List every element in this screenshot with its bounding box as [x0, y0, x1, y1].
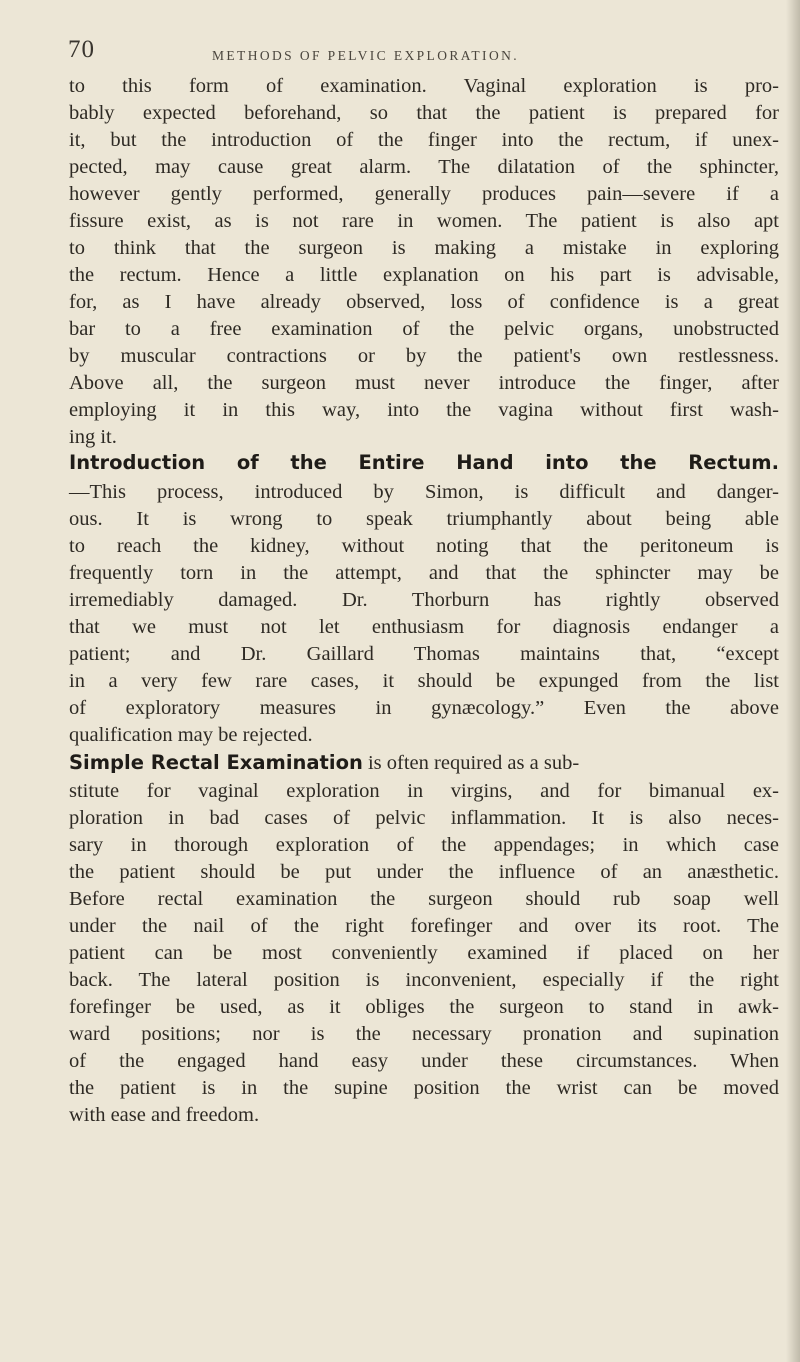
text-line: patient; and Dr. Gaillard Thomas maintains that, “except [69, 643, 779, 665]
text-line: that we must not let enthusiasm for diagnosis endanger a [69, 616, 779, 638]
text-line: of the engaged hand easy under these circumstances. When [69, 1050, 779, 1072]
text-line: under the nail of the right forefinger and over its root. The [69, 915, 779, 937]
text-line: for, as I have already observed, loss of confidence is a great [69, 291, 779, 313]
text-line: employing it in this way, into the vagina without first wash- [69, 399, 779, 421]
text-line: of exploratory measures in gynæcology.” Even the above [69, 697, 779, 719]
running-head: METHODS OF PELVIC EXPLORATION. [212, 48, 520, 63]
text-line: to think that the surgeon is making a mistake in exploring [69, 237, 779, 259]
text-run: is often required as a sub- [367, 752, 580, 774]
text-line: in a very few rare cases, it should be expunged from the list [69, 670, 779, 692]
text-line: the patient is in the supine position the wrist can be moved [69, 1077, 779, 1099]
text-line: ward positions; nor is the necessary pronation and supination [69, 1023, 779, 1045]
text-line: by muscular contractions or by the patient's own restlessness. [69, 345, 779, 367]
text-line: qualification may be rejected. [69, 724, 313, 746]
text-line: irremediably damaged. Dr. Thorburn has rightly observed [69, 589, 779, 611]
text-line: back. The lateral position is inconvenient, especially if the right [69, 969, 779, 991]
text-line: bar to a free examination of the pelvic organs, unobstructed [69, 318, 779, 340]
section-heading-hand-in-rectum: Introduction of the Entire Hand into the Rectum. [69, 451, 779, 474]
text-line: fissure exist, as is not rare in women. The patient is also apt [69, 210, 779, 232]
text-line: to reach the kidney, without noting that the peritoneum is [69, 535, 779, 557]
text-line: ing it. [69, 426, 117, 448]
page-edge-shadow [786, 0, 800, 1362]
section-heading-simple-rectal: Simple Rectal Examination [69, 751, 363, 774]
text-line: pected, may cause great alarm. The dilatation of the sphincter, [69, 156, 779, 178]
page-number: 70 [68, 36, 95, 63]
text-line: forefinger be used, as it obliges the surgeon to stand in awk- [69, 996, 779, 1018]
text-line: ploration in bad cases of pelvic inflammation. It is also neces- [69, 807, 779, 829]
text-line: patient can be most conveniently examined if placed on her [69, 942, 779, 964]
text-line-with-heading [69, 749, 779, 777]
text-line: ous. It is wrong to speak triumphantly about being able [69, 508, 779, 530]
text-line: sary in thorough exploration of the appendages; in which case [69, 834, 779, 856]
text-line: to this form of examination. Vaginal exploration is pro- [69, 75, 779, 97]
text-line: frequently torn in the attempt, and that the sphincter may be [69, 562, 779, 584]
text-line: with ease and freedom. [69, 1104, 260, 1126]
text-line: bably expected beforehand, so that the patient is prepared for [69, 102, 779, 124]
text-line: the patient should be put under the influence of an anæsthetic. [69, 861, 779, 883]
text-line: however gently performed, generally produces pain—severe if a [69, 183, 779, 205]
text-line: Above all, the surgeon must never introduce the finger, after [69, 372, 779, 394]
text-line: Before rectal examination the surgeon should rub soap well [69, 888, 779, 910]
text-line: —This process, introduced by Simon, is difficult and danger- [69, 481, 779, 503]
text-line: the rectum. Hence a little explanation on his part is advisable, [69, 264, 779, 286]
text-line: it, but the introduction of the finger into the rectum, if unex- [69, 129, 779, 151]
text-line: stitute for vaginal exploration in virgins, and for bimanual ex- [69, 780, 779, 802]
